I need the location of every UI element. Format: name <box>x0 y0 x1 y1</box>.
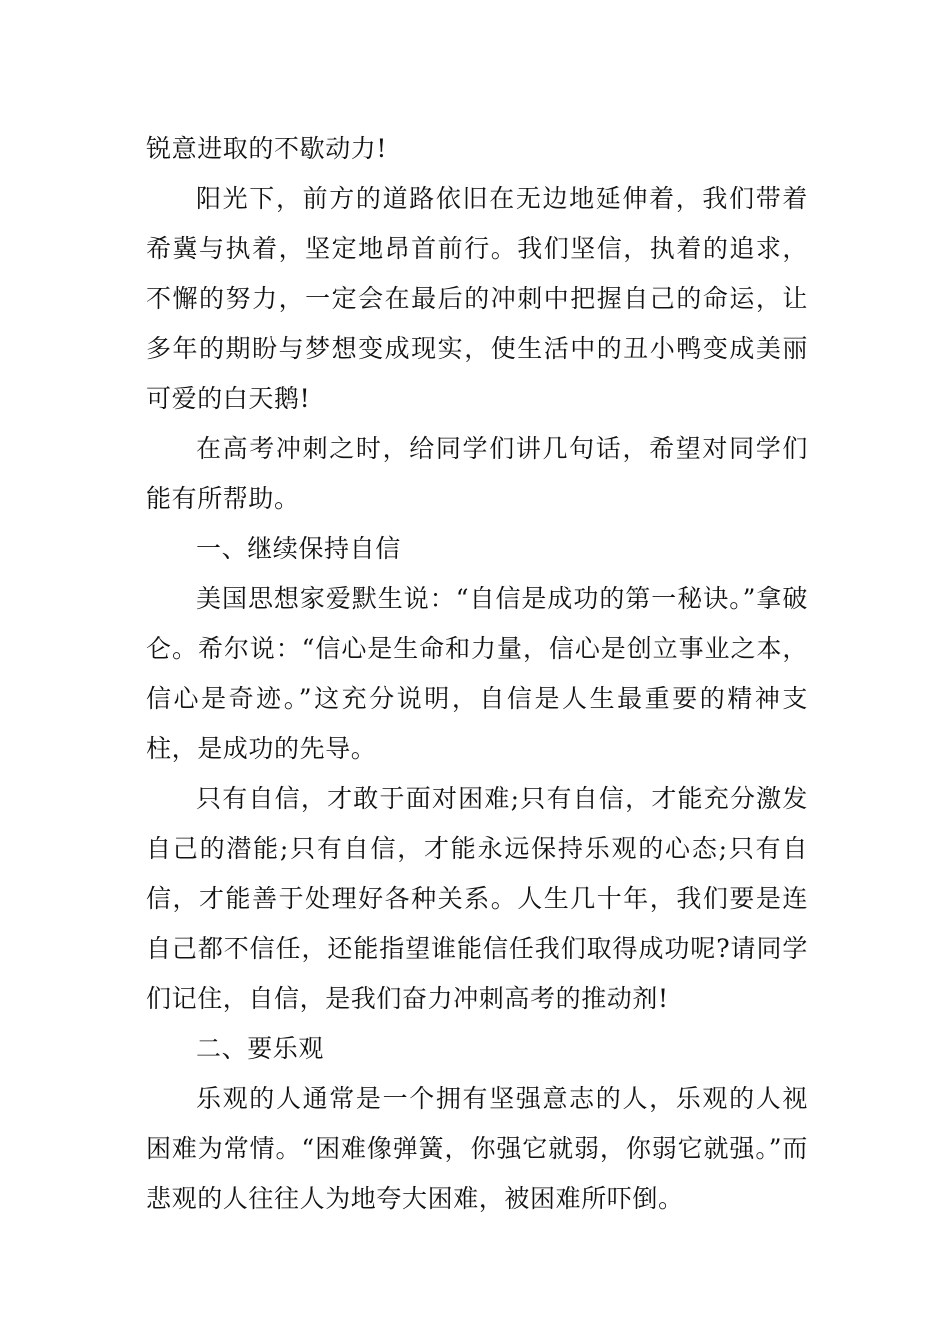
paragraph-4: 美国思想家爱默生说：“自信是成功的第一秘诀。”拿破仑。希尔说：“信心是生命和力量，信心是创立事业之本，信心是奇迹。”这充分说明，自信是人生最重要的精神支柱，是成功的先导。 <box>146 584 808 763</box>
paragraph-3: 在高考冲刺之时，给同学们讲几句话，希望对同学们能有所帮助。 <box>146 434 808 513</box>
paragraph-1: 锐意进取的不歇动力! <box>146 134 388 163</box>
paragraph-5: 只有自信，才敢于面对困难;只有自信，才能充分激发自己的潜能;只有自信，才能永远保持乐观的心态;只有自信，才能善于处理好各种关系。人生几十年，我们要是连自己都不信任，还能指望谁能信任我们取得成功呢?请同学们记住，自信，是我们奋力冲刺高考的推动剂! <box>146 784 808 1013</box>
document-body <box>146 124 808 1224</box>
paragraph-6: 乐观的人通常是一个拥有坚强意志的人，乐观的人视困难为常情。“困难像弹簧，你强它就弱，你弱它就强。”而悲观的人往往人为地夸大困难，被困难所吓倒。 <box>146 1084 808 1213</box>
section-heading-2: 二、要乐观 <box>196 1034 325 1063</box>
paragraph-2: 阳光下，前方的道路依旧在无边地延伸着，我们带着希冀与执着，坚定地昂首前行。我们坚信，执着的追求，不懈的努力，一定会在最后的冲刺中把握自己的命运，让多年的期盼与梦想变成现实，使生活中的丑小鸭变成美丽可爱的白天鹅! <box>146 184 808 413</box>
section-heading-1: 一、继续保持自信 <box>196 534 401 563</box>
